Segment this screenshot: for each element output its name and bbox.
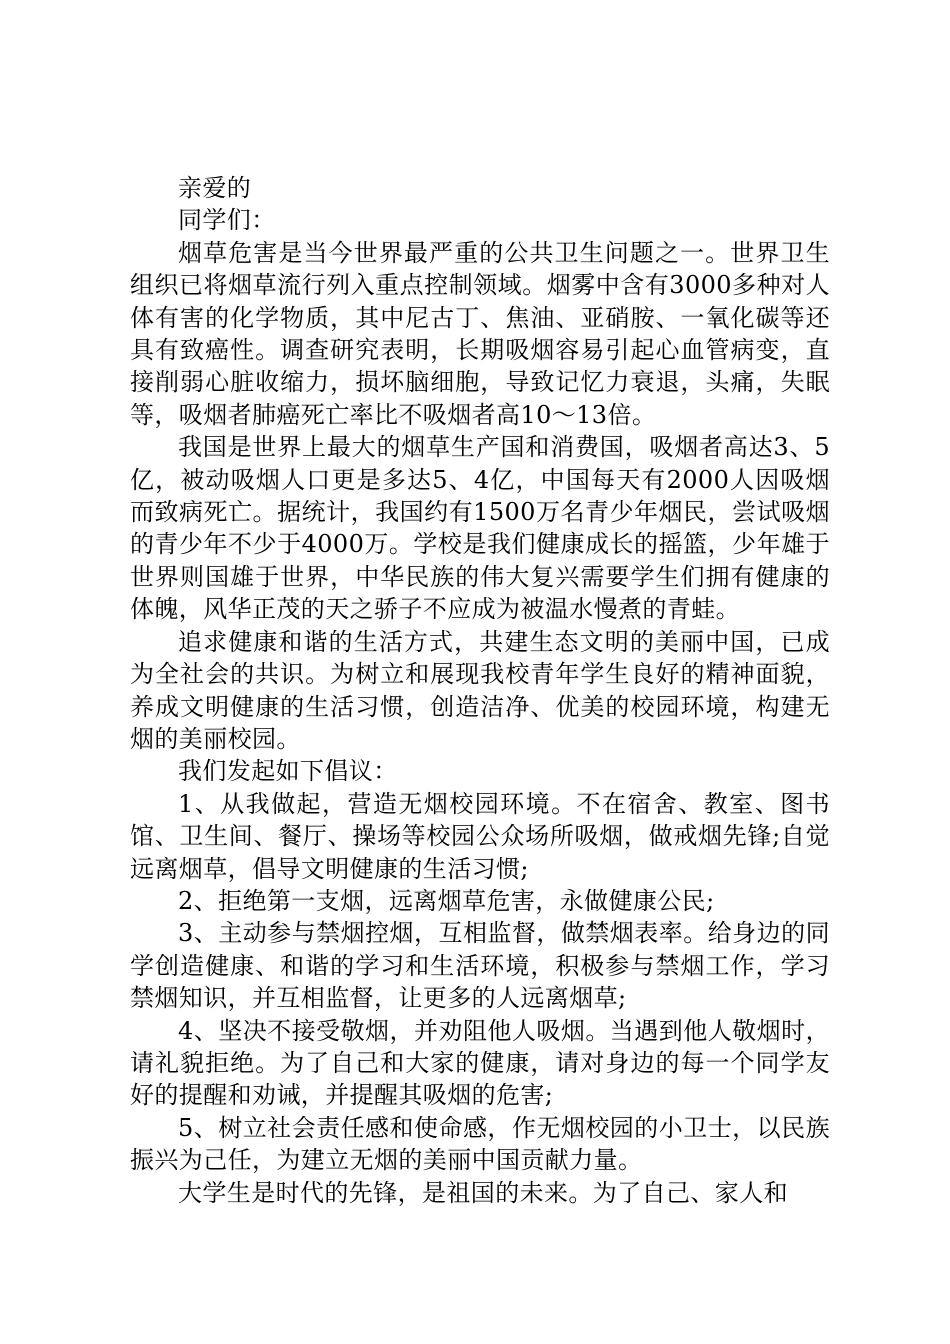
proposal-item-4: 4、坚决不接受敬烟，并劝阻他人吸烟。当遇到他人敬烟时，请礼貌拒绝。为了自己和大家的健康，请对身边的每一个同学友好的提醒和劝诫，并提醒其吸烟的危害; [130, 1016, 830, 1110]
salutation-line-2: 同学们： [178, 206, 276, 235]
paragraph-healthy-lifestyle: 追求健康和谐的生活方式，共建生态文明的美丽中国，已成为全社会的共识。为树立和展现我校青年学生良好的精神面貌，养成文明健康的生活习惯，创造洁净、优美的校园环境，构建无烟的美丽校园。 [130, 627, 830, 753]
proposal-item-5: 5、树立社会责任感和使命感，作无烟校园的小卫士，以民族振兴为己任，为建立无烟的美丽中国贡献力量。 [130, 1113, 830, 1175]
paragraph-closing: 大学生是时代的先锋，是祖国的未来。为了自己、家人和 [178, 1178, 788, 1207]
paragraph-smoking-harm: 烟草危害是当今世界最严重的公共卫生问题之一。世界卫生组织已将烟草流行列入重点控制领域。烟雾中含有3000多种对人体有害的化学物质，其中尼古丁、焦油、亚硝胺、一氧化碳等还具有致癌性。调查研究表明，长期吸烟容易引起心血管病变，直接削弱心脏收缩力，损坏脑细胞，导致记忆力衰退，头痛，失眠等，吸烟者肺癌死亡率比不吸烟者高10～13倍。 [130, 238, 830, 429]
proposal-item-2: 2、拒绝第一支烟，远离烟草危害，永做健康公民; [178, 886, 715, 915]
paragraph-proposal-intro: 我们发起如下倡议： [178, 757, 398, 786]
proposal-item-3: 3、主动参与禁烟控烟，互相监督，做禁烟表率。给身边的同学创造健康、和谐的学习和生活环境，积极参与禁烟工作，学习禁烟知识，并互相监督，让更多的人远离烟草; [130, 919, 830, 1013]
salutation-line-1: 亲爱的 [178, 174, 252, 202]
proposal-item-1: 1、从我做起，营造无烟校园环境。不在宿舍、教室、图书馆、卫生间、餐厅、操场等校园公众场所吸烟，做戒烟先锋;自觉远离烟草，倡导文明健康的生活习惯; [130, 789, 830, 883]
document-body [130, 172, 830, 1209]
paragraph-china-statistics: 我国是世界上最大的烟草生产国和消费国，吸烟者高达3、5亿，被动吸烟人口更是多达5、4亿，中国每天有2000人因吸烟而致病死亡。据统计，我国约有1500万名青少年烟民，尝试吸烟的青少年不少于4000万。学校是我们健康成长的摇篮，少年雄于世界则国雄于世界，中华民族的伟大复兴需要学生们拥有健康的体魄，风华正茂的天之骄子不应成为被温水慢煮的青蛙。 [130, 433, 830, 624]
